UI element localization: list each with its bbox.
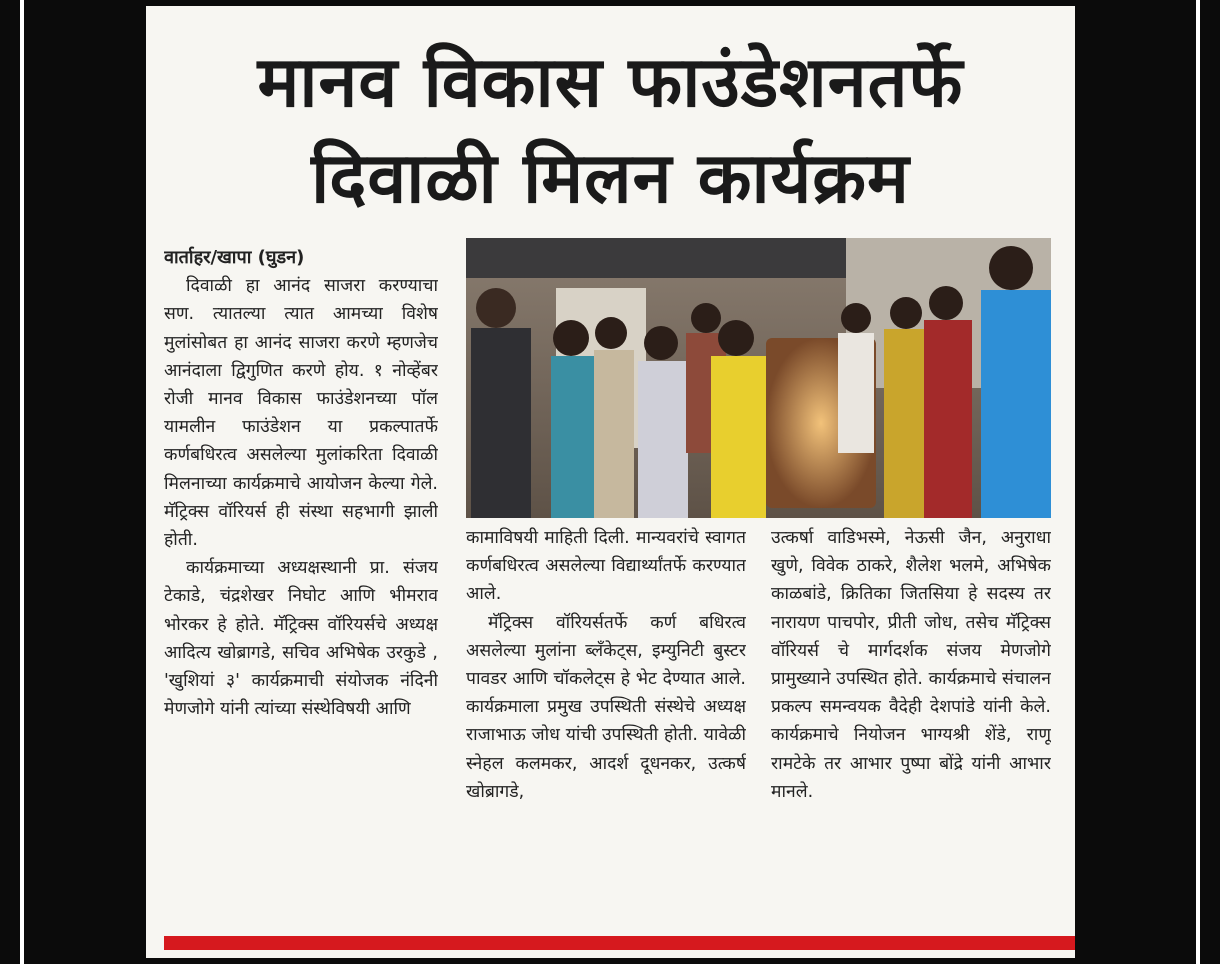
event-photo	[466, 238, 1051, 518]
column-2-paragraph-1: कामाविषयी माहिती दिली. मान्यवरांचे स्वागत कर्णबधिरत्व असलेल्या विद्यार्थ्यांतर्फे करण्यात आले.	[466, 528, 746, 605]
frame-right-strip	[1196, 0, 1200, 964]
frame-left-strip	[20, 0, 24, 964]
headline-line-1: मानव विकास फाउंडेशनतर्फे	[257, 41, 964, 123]
column-3-paragraph-1: उत्कर्षा वाडिभस्मे, नेऊसी जैन, अनुराधा खुणे, विवेक ठाकरे, शैलेश भलमे, अभिषेक काळबांडे, क्रितिका जितसिया हे सदस्य तर नारायण पाचपोर, प्रीती जोध, तसेच मॅट्रिक्स वॉरियर्स चे मार्गदर्शक संजय मेणजोगे प्रामुख्याने उपस्थित होते. कार्यक्रमाचे संचालन प्रकल्प समन्वयक वैदेही देशपांडे यांनी केले. कार्यक्रमाचे नियोजन भाग्यश्री शेंडे, राणू रामटेके तर आभार पुष्पा बोंद्रे यांनी आभार मानले.	[771, 528, 1051, 802]
byline: वार्ताहर/खापा (घुडन)	[164, 247, 305, 268]
newspaper-clipping	[146, 6, 1075, 958]
headline	[146, 34, 1075, 226]
column-1-paragraph-2: कार्यक्रमाच्या अध्यक्षस्थानी प्रा. संजय टेकाडे, चंद्रशेखर निघोट आणि भीमराव भोरकर हे होते. मॅट्रिक्स वॉरियर्सचे अध्यक्ष आदित्य खोब्रागडे, सचिव अभिषेक उरकुडे , 'खुशियां ३' कार्यक्रमाची संयोजक नंदिनी मेणजोगे यांनी त्यांच्या संस्थेविषयी आणि	[164, 558, 438, 720]
article-column-1	[164, 244, 438, 934]
article-column-2	[466, 524, 746, 934]
article-column-3	[771, 524, 1051, 934]
headline-line-2: दिवाळी मिलन कार्यक्रम	[311, 137, 910, 219]
red-bottom-rule	[164, 936, 1075, 950]
column-2-paragraph-2: मॅट्रिक्स वॉरियर्सतर्फे कर्ण बधिरत्व असलेल्या मुलांना ब्लॅंकेट्स, इम्युनिटी बुस्टर पावडर आणि चॉकलेट्स हे भेट देण्यात आले. कार्यक्रमाला प्रमुख उपस्थिती संस्थेचे अध्यक्ष राजाभाऊ जोध यांची उपस्थिती होती. यावेळी स्नेहल कलमकर, आदर्श दूधनकर, उत्कर्ष खोब्रागडे,	[466, 612, 746, 802]
column-1-paragraph-1: दिवाळी हा आनंद साजरा करण्याचा सण. त्यातल्या त्यात आमच्या विशेष मुलांसोबत हा आनंद साजरा करणे म्हणजेच आनंदाला द्विगुणित करणे होय. १ नोव्हेंबर रोजी मानव विकास फाउंडेशनच्या पॉल यामलीन फाउंडेशन या प्रकल्पातर्फे कर्णबधिरत्व असलेल्या मुलांकरिता दिवाळी मिलनाच्या कार्यक्रमाचे आयोजन केल्या गेले. मॅट्रिक्स वॉरियर्स ही संस्था सहभागी झाली होती.	[164, 276, 438, 551]
